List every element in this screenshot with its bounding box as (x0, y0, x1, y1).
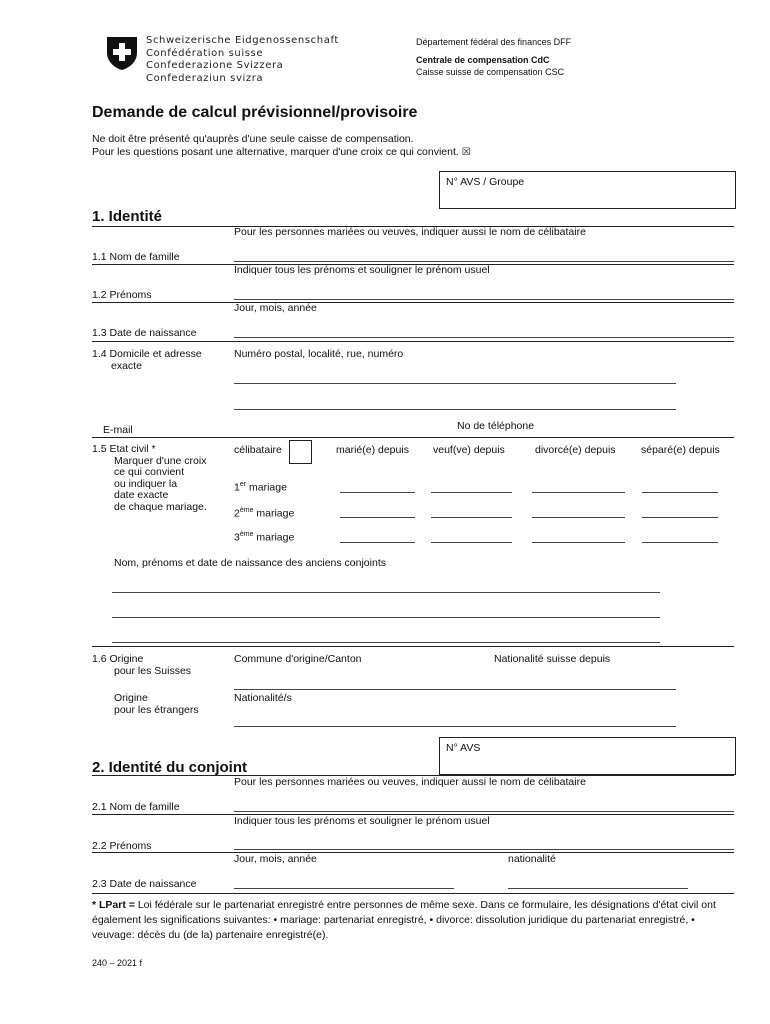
spouse-avs-label: N° AVS (446, 742, 481, 754)
marriage-2-num: 2 (234, 507, 240, 520)
swiss-coat-of-arms-icon (106, 35, 138, 71)
domicile-label: 1.4 Domicile et adresse (92, 348, 202, 360)
spouse-hint-first-names: Indiquer tous les prénoms et souligner le prénom usuel (234, 815, 490, 827)
civil-line-3: ce qui convient (114, 466, 185, 478)
family-name-label: 1.1 Nom de famille (92, 251, 180, 263)
nationalities-label: Nationalité/s (234, 692, 292, 704)
origin-foreign-label: Origine (114, 692, 148, 704)
federation-line-rm: Confederaziun svizra (146, 72, 264, 84)
commune-label: Commune d'origine/Canton (234, 653, 362, 665)
married-date-1[interactable] (340, 492, 415, 493)
widowed-date-3[interactable] (431, 542, 512, 543)
spouse-first-names-label: 2.2 Prénoms (92, 840, 152, 852)
rule-email (92, 437, 734, 438)
spouse-nationality-field[interactable] (508, 888, 688, 889)
spouse-avs-field[interactable] (439, 737, 736, 775)
divorced-date-1[interactable] (532, 492, 625, 493)
separated-date-1[interactable] (642, 492, 718, 493)
avs-group-field[interactable] (439, 171, 736, 209)
civil-line-1: 1.5 Etat civil * (92, 443, 156, 455)
marriage-3-text: mariage (256, 531, 295, 544)
divorced-date-2[interactable] (532, 517, 625, 518)
intro-line-2 (92, 146, 471, 158)
commune-field[interactable] (234, 689, 676, 690)
hint-maiden-name: Pour les personnes mariées ou veuves, indiquer aussi le nom de célibataire (234, 226, 586, 238)
rule-2-3 (92, 893, 734, 894)
page-title: Demande de calcul prévisionnel/provisoire (92, 104, 418, 121)
hint-first-names: Indiquer tous les prénoms et souligner le prénom usuel (234, 264, 490, 276)
divorced-label: divorcé(e) depuis (535, 444, 616, 456)
spouse-hint-date: Jour, mois, année (234, 853, 317, 865)
former-spouses-label: Nom, prénoms et date de naissance des anciens conjoints (114, 557, 386, 569)
single-label: célibataire (234, 444, 282, 456)
federation-name (146, 35, 339, 85)
phone-label: No de téléphone (457, 420, 535, 432)
intro-line-1: Ne doit être présenté qu'auprès d'une seule caisse de compensation. (92, 133, 414, 145)
address-field-2[interactable] (234, 409, 676, 410)
section1-heading: 1. Identité (92, 208, 163, 225)
widowed-date-1[interactable] (431, 492, 512, 493)
former-spouses-field-1[interactable] (112, 592, 660, 593)
marriage-2-label (234, 507, 294, 520)
spouse-family-name-field[interactable] (234, 811, 734, 812)
family-name-field[interactable] (234, 261, 734, 262)
marriage-2-text: mariage (256, 507, 295, 520)
marriage-3-label (234, 531, 294, 544)
marriage-1-num: 1 (234, 481, 240, 494)
footnote-lead: * LPart = (92, 899, 135, 911)
former-spouses-field-3[interactable] (112, 642, 660, 643)
single-checkbox[interactable] (289, 440, 312, 464)
first-names-field[interactable] (234, 299, 734, 300)
department-name: Département fédéral des finances DFF (416, 37, 572, 47)
married-date-3[interactable] (340, 542, 415, 543)
hint-address: Numéro postal, localité, rue, numéro (234, 348, 404, 360)
office-name: Caisse suisse de compensation CSC (416, 67, 565, 77)
widowed-date-2[interactable] (431, 517, 512, 518)
avs-group-label: N° AVS / Groupe (446, 176, 525, 188)
married-label: marié(e) depuis (336, 444, 409, 456)
civil-line-5: date exacte (114, 489, 169, 501)
footnote (92, 898, 732, 943)
form-number: 240 – 2021 f (92, 958, 143, 968)
former-spouses-field-2[interactable] (112, 617, 660, 618)
hint-date: Jour, mois, année (234, 302, 317, 314)
married-date-2[interactable] (340, 517, 415, 518)
spouse-birth-date-label: 2.3 Date de naissance (92, 878, 197, 890)
spouse-family-name-label: 2.1 Nom de famille (92, 801, 180, 813)
marriage-3-sup: ème (239, 531, 254, 538)
federation-line-fr: Confédération suisse (146, 47, 264, 59)
rule-2-2 (92, 852, 734, 853)
intro-line-2-text: Pour les questions posant une alternative, marquer d'une croix ce qui convient. (92, 146, 459, 158)
origin-label-2: pour les Suisses (114, 665, 192, 677)
civil-line-4: ou indiquer la (114, 477, 178, 490)
civil-line-2: Marquer d'une croix (114, 454, 207, 467)
federation-line-de: Schweizerische Eidgenossenschaft (146, 35, 339, 46)
domicile-label-2: exacte (111, 360, 142, 372)
separated-date-2[interactable] (642, 517, 718, 518)
birth-date-label: 1.3 Date de naissance (92, 327, 197, 339)
spouse-hint-maiden-name: Pour les personnes mariées ou veuves, indiquer aussi le nom de célibataire (234, 776, 586, 788)
spouse-first-names-field[interactable] (234, 849, 734, 850)
office-name-bold: Centrale de compensation CdC (416, 55, 550, 65)
marriage-1-sup: er (239, 481, 247, 488)
address-field-1[interactable] (234, 383, 676, 384)
spouse-birth-date-field[interactable] (234, 888, 454, 889)
marriage-3-num: 3 (234, 531, 240, 544)
divorced-date-3[interactable] (532, 542, 625, 543)
federation-line-it: Confederazione Svizzera (146, 60, 284, 71)
marriage-1-text: mariage (249, 481, 287, 494)
rule-1-2 (92, 302, 734, 303)
rule-civil (92, 646, 734, 647)
birth-date-field[interactable] (234, 337, 734, 338)
email-label: E-mail (103, 424, 133, 436)
rule-1-3 (92, 341, 734, 342)
origin-label: 1.6 Origine (92, 653, 144, 665)
spouse-nationality-label: nationalité (508, 853, 556, 865)
civil-status-label (92, 444, 207, 513)
section2-heading: 2. Identité du conjoint (92, 759, 247, 776)
civil-line-6: de chaque mariage. (114, 500, 207, 513)
crossed-checkbox-icon: ☒ (461, 147, 471, 158)
separated-date-3[interactable] (642, 542, 718, 543)
origin-foreign-label-2: pour les étrangers (114, 704, 199, 716)
marriage-2-sup: ème (239, 507, 254, 514)
first-names-label: 1.2 Prénoms (92, 289, 152, 301)
separated-label: séparé(e) depuis (641, 444, 720, 456)
widowed-label: veuf(ve) depuis (433, 444, 505, 456)
marriage-1-label (234, 481, 287, 494)
nationalities-field[interactable] (234, 726, 676, 727)
footnote-text: Loi fédérale sur le partenariat enregistré entre personnes de même sexe. Dans ce formulaire, les désignations d'état civil ont également les significations suivantes: • mariage: partenariat enregistré, • divorce: dissolution juridique du partenariat enregistré, • veuvage: décès du (de la) partenaire enregistré(e). (92, 899, 716, 941)
swiss-since-label: Nationalité suisse depuis (494, 653, 611, 665)
